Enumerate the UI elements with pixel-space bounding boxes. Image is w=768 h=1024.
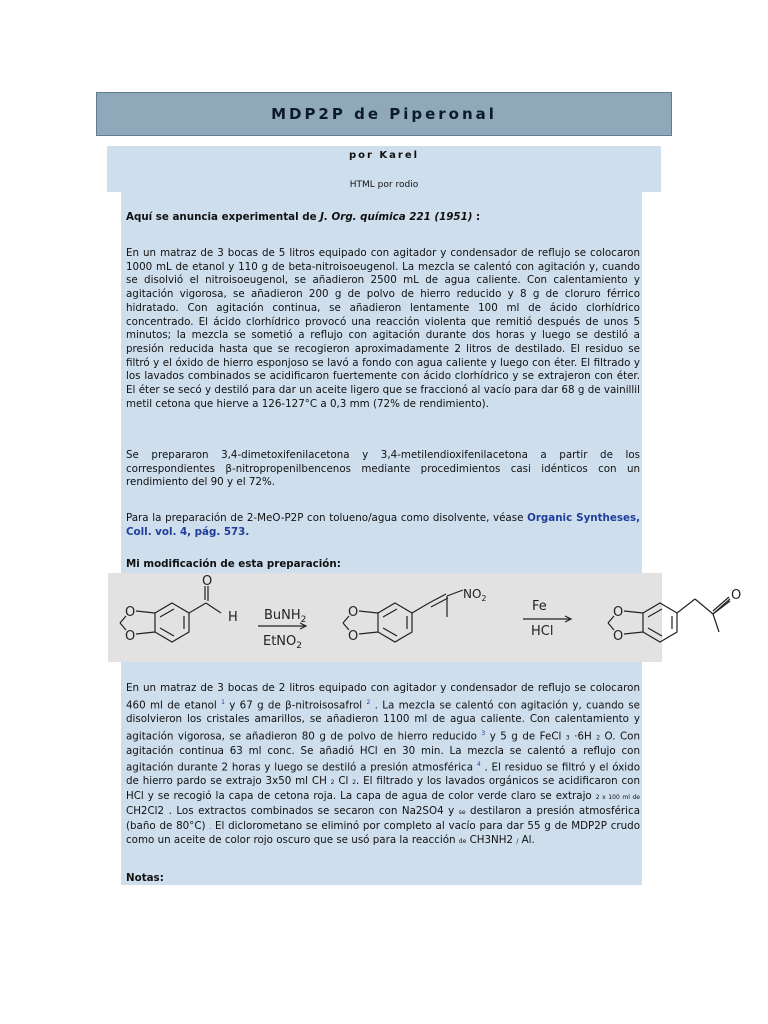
procedure-text: CH2Cl2 . Los extractos combinados se secaron con Na2SO4 y xyxy=(126,804,459,817)
nitro-group xyxy=(463,587,487,603)
procedure-text: Al. xyxy=(518,834,535,847)
subscript: 2 xyxy=(596,733,601,741)
reagent-nitroethane xyxy=(263,634,302,651)
paragraph-other-ketones: Se prepararon 3,4-dimetoxifenilacetona y 3,4-metilendioxifenilacetona a partir de los correspondientes β-nitropropenilbencenos mediante procedimientos casi idénticos con un rendimiento del 90 y el 72%. xyxy=(126,449,640,489)
procedure-text: ·6H xyxy=(569,729,597,742)
footnote-ref-1[interactable]: 1 xyxy=(221,698,225,706)
intro-suffix: : xyxy=(472,211,481,223)
piperonal-oxygen-top: O xyxy=(125,605,136,620)
reagent-butylamine-text: BuNH xyxy=(264,608,301,623)
paragraph-reference xyxy=(126,512,640,539)
journal-reference: J. Org. química 221 (1951) xyxy=(320,211,473,223)
mdp2p-chain-bond xyxy=(677,599,695,613)
procedure-text: En un matraz de 3 bocas de 2 litros equipado con agitador y condensador de reflujo se colocaron 460 ml de etanol xyxy=(126,682,640,712)
nitrostyrene-double-bond xyxy=(383,628,397,636)
mdp2p-oxygen-top: O xyxy=(613,605,624,620)
procedure-text: y 5 g de FeCl xyxy=(485,729,566,742)
procedure-text: Cl xyxy=(334,775,353,788)
footnote-ref-3[interactable]: 3 xyxy=(481,729,486,737)
mdp2p-oxygen-bottom: O xyxy=(613,629,624,644)
mdp2p-double-bond xyxy=(648,609,662,617)
procedure-text: . El filtrado y los lavados orgánicos se acidificaron con HCl y se recogió la capa de cetona roja. La capa de agua de color verde claro se extrajo xyxy=(126,775,640,803)
credit-line: HTML por rodio xyxy=(349,180,419,190)
mdp2p-dioxole-bond xyxy=(624,632,643,634)
mdp2p-dioxole-bond xyxy=(624,611,643,613)
procedure-text: El diclorometano se eliminó por completo al vacío para dar 55 g de MDP2P crudo como un aceite de color rojo oscuro que se usó para la reacción xyxy=(126,819,641,847)
intro-line xyxy=(126,211,640,225)
subscript: de xyxy=(458,838,467,846)
piperonal-aldehyde-bond xyxy=(189,603,206,613)
reference-text: Para la preparación de 2-MeO-P2P con tolueno/agua como disolvente, véase xyxy=(126,512,528,524)
nitrostyrene-alkene-bond xyxy=(431,598,448,607)
nitrostyrene-alkene-bond xyxy=(429,594,446,603)
reaction-scheme-drawing xyxy=(108,573,768,662)
footnote-ref-2[interactable]: 2 xyxy=(366,698,371,706)
reagent-iron: Fe xyxy=(532,599,547,614)
piperonal-dioxole-bond xyxy=(136,611,155,613)
piperonal-dioxole-bond xyxy=(136,632,155,634)
page-title: MDP2P de Piperonal xyxy=(271,105,497,123)
subscript: 2 xyxy=(330,779,335,787)
subscript: 2 x 100 ml de xyxy=(595,794,640,802)
mdp2p-chain-bond xyxy=(695,599,713,614)
nitrostyrene-double-bond xyxy=(383,609,397,617)
reagent-hydrochloric-acid: HCl xyxy=(531,624,554,639)
page-header xyxy=(96,92,672,136)
reagent-butylamine xyxy=(264,608,306,625)
mdp2p-carbonyl-oxygen: O xyxy=(731,588,742,603)
nitro-group-text: NO xyxy=(463,587,482,601)
paragraph-modified-procedure xyxy=(126,682,640,849)
nitrostyrene-nitro-bond xyxy=(447,590,463,596)
author-line: por Karel xyxy=(348,150,420,161)
mdp2p-methyl-bond xyxy=(713,614,719,632)
piperonal-aldehyde-bond xyxy=(206,603,221,613)
subscript: 2 xyxy=(352,779,357,787)
nitrostyrene-dioxole-bond xyxy=(359,611,378,613)
procedure-text: y 67 g de β-nitroisosafrol xyxy=(224,699,367,712)
byline-panel xyxy=(107,146,661,192)
nitrostyrene-dioxole-bond xyxy=(359,632,378,634)
footnote-ref-4[interactable]: 4 xyxy=(476,761,481,769)
procedure-text: O. Con agitación continua 63 ml conc. Se añadió HCl en 30 min. La mezcla se calentó a reflujo con agitación durante 2 horas y luego se destiló a presión atmosférica xyxy=(126,729,641,774)
nitrostyrene-oxygen-bottom: O xyxy=(348,629,359,644)
piperonal-carbonyl-oxygen: O xyxy=(202,574,213,589)
nitrostyrene-chain-bond xyxy=(412,603,429,613)
procedure-text: destilaron a presión atmosférica (baño de 80°C) xyxy=(126,804,641,832)
reaction-scheme xyxy=(108,573,742,662)
piperonal-double-bond xyxy=(160,609,174,617)
reagent-nitroethane-subscript: 2 xyxy=(296,641,303,651)
modification-heading: Mi modificación de esta preparación: xyxy=(126,558,341,570)
subscript: se xyxy=(458,808,466,816)
article-body xyxy=(121,192,642,885)
mdp2p-double-bond xyxy=(648,628,662,636)
procedure-text: CH3NH2 xyxy=(466,834,517,847)
nitrostyrene-oxygen-top: O xyxy=(348,605,359,620)
organic-syntheses-link[interactable]: Organic Syntheses, Coll. vol. 4, pág. 573. xyxy=(126,512,640,538)
subscript: / xyxy=(516,838,519,846)
procedure-text: . La mezcla se calentó con agitación y, cuando se disolvieron los cristales amarillos, se añadieron 1100 ml de agua caliente. Con calentamiento y agitación vigorosa, se añadieron 80 g de polvo de hierro reducido xyxy=(126,699,640,742)
piperonal-oxygen-bottom: O xyxy=(125,629,136,644)
piperonal-double-bond xyxy=(160,628,174,636)
paragraph-original-procedure: En un matraz de 3 bocas de 5 litros equipado con agitador y condensador de reflujo se colocaron 1000 mL de etanol y 110 g de beta-nitroisoeugenol. La mezcla se calentó con agitación y, cuando se disolvió el nitroisoeugenol, se añadieron 2500 mL de agua caliente. Con calentamiento y agitación vigorosa, se añadieron 200 g de polvo de hierro reducido y 8 g de cloruro férrico hidratado. Con agitación continua, se añadieron lentamente 100 ml de ácido clorhídrico concentrado. El ácido clorhídrico provocó una reacción violenta que remitió después de unos 5 minutos; la mezcla se sometió a reflujo con agitación durante dos horas y luego se destiló a presión reducida hasta que se recogieron aproximadamente 2 litros de destilado. El residuo se filtró y el óxido de hierro esponjoso se lavó a fondo con agua caliente y luego con éter. El filtrado y los lavados combinados se acidificaron fuertemente con ácido clorhídrico y se extrajeron con éter. El éter se secó y destiló para dar un aceite ligero que se fraccionó al vacío para dar 68 g de vainillil metil cetona que hierve a 126-127°C a 0,3 mm (72% de rendimiento). xyxy=(126,247,640,410)
intro-prefix: Aquí se anuncia experimental de xyxy=(126,211,321,223)
nitro-group-subscript: 2 xyxy=(481,594,487,603)
notes-heading: Notas: xyxy=(126,872,164,884)
piperonal-aldehyde-hydrogen: H xyxy=(228,610,238,625)
reagent-nitroethane-text: EtNO xyxy=(263,634,297,649)
subscript: . xyxy=(209,823,212,831)
subscript: 3 xyxy=(565,733,570,741)
reagent-butylamine-subscript: 2 xyxy=(300,615,307,625)
procedure-text: . El residuo se filtró y el óxido de hierro pardo se extrajo 3x50 ml CH xyxy=(126,761,640,788)
